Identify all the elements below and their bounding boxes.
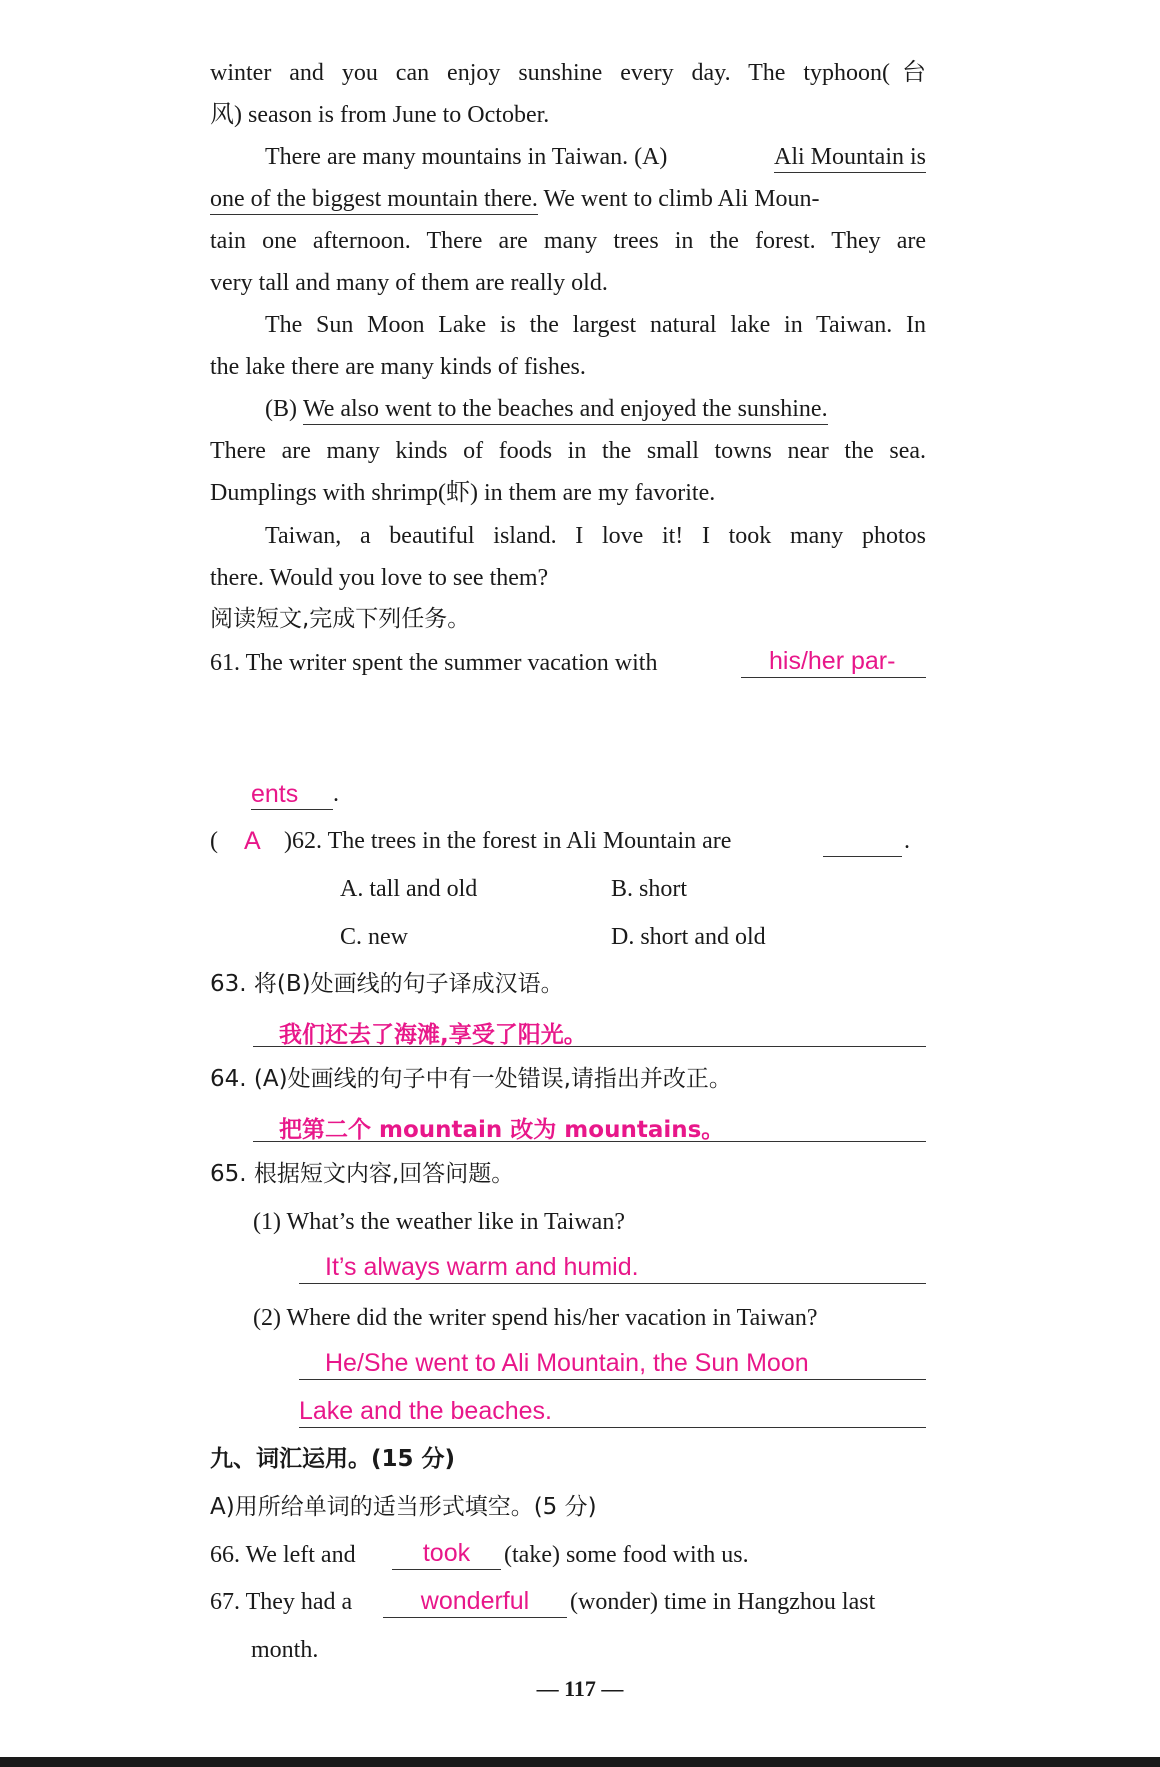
- passage-label-b: (B): [265, 396, 297, 422]
- page-number: — 117 —: [536, 1676, 624, 1701]
- q61-end: .: [333, 781, 339, 807]
- section-9-sub-a: A)用所给单词的适当形式填空。(5 分): [210, 1494, 597, 1520]
- passage-paragraph-5-line-1: Taiwan, a beautiful island. I love it! I took many photos: [265, 523, 926, 549]
- q62-text: 62. The trees in the forest in Ali Mountain are: [292, 828, 732, 854]
- q66-post: (take) some food with us.: [504, 1542, 749, 1568]
- task-instruction: 阅读短文,完成下列任务。: [210, 606, 471, 632]
- passage-text: There are many mountains in Taiwan. (A): [265, 144, 668, 170]
- bottom-bar: [0, 1757, 1160, 1767]
- q66-answer-blank[interactable]: [392, 1539, 501, 1570]
- q65-sub2-answer-blank[interactable]: [299, 1349, 926, 1380]
- q62-option-b[interactable]: B. short: [611, 876, 688, 902]
- q65-sub1-answer: It’s always warm and humid.: [325, 1253, 639, 1281]
- q67-cont: month.: [251, 1637, 319, 1663]
- q64-answer-blank[interactable]: [253, 1111, 926, 1142]
- passage-line-1: winter and you can enjoy sunshine every day. The typhoon(台: [210, 60, 926, 86]
- passage-paragraph-3-line-2: the lake there are many kinds of fishes.: [210, 354, 586, 380]
- q65-sub2-answer-blank-cont[interactable]: [299, 1397, 926, 1428]
- q67-answer: wonderful: [420, 1587, 530, 1615]
- q62-end: .: [904, 828, 910, 854]
- q65-sub1: (1) What’s the weather like in Taiwan?: [253, 1209, 625, 1235]
- q67-pre: 67. They had a: [210, 1589, 353, 1615]
- passage-paragraph-5-line-2: there. Would you love to see them?: [210, 565, 549, 591]
- underlined-sentence-a: Ali Mountain is: [774, 142, 926, 173]
- q62-paren-close: ): [284, 828, 292, 854]
- passage-paragraph-4-line-3: Dumplings with shrimp(虾) in them are my favorite.: [210, 480, 716, 506]
- q62-answer[interactable]: A: [244, 827, 261, 855]
- q66-answer: took: [422, 1539, 471, 1567]
- q65-sub1-answer-blank[interactable]: [299, 1253, 926, 1284]
- q62-option-a[interactable]: A. tall and old: [340, 876, 478, 902]
- q62-blank: [823, 826, 902, 857]
- q62-option-d[interactable]: D. short and old: [611, 924, 766, 950]
- passage-paragraph-3-line-1: The Sun Moon Lake is the largest natural lake in Taiwan. In: [265, 312, 926, 338]
- q61-answer-part-2: ents: [251, 780, 299, 808]
- passage-paragraph-2-line-1: [265, 142, 926, 172]
- q64-text: 64. (A)处画线的句子中有一处错误,请指出并改正。: [210, 1066, 732, 1092]
- q66-pre: 66. We left and: [210, 1542, 356, 1568]
- passage-paragraph-2-line-2: [210, 184, 820, 215]
- passage-paragraph-2-line-3: tain one afternoon. There are many trees in the forest. They are: [210, 228, 926, 254]
- q67-post: (wonder) time in Hangzhou last: [570, 1589, 876, 1615]
- q67-answer-blank[interactable]: [383, 1587, 567, 1618]
- q63-answer: 我们还去了海滩,享受了阳光。: [279, 1022, 587, 1048]
- q61-text: 61. The writer spent the summer vacation with: [210, 650, 658, 676]
- q62-line: [210, 826, 218, 856]
- q63-text: 63. 将(B)处画线的句子译成汉语。: [210, 971, 564, 997]
- q61-answer-blank[interactable]: [741, 647, 926, 678]
- underlined-sentence-b: We also went to the beaches and enjoyed the sunshine.: [303, 394, 828, 425]
- q61-answer-part-1: his/her par-: [769, 647, 896, 675]
- passage-line-2: 风) season is from June to October.: [210, 102, 550, 128]
- q63-answer-blank[interactable]: [253, 1016, 926, 1047]
- passage-paragraph-4-line-2: There are many kinds of foods in the small towns near the sea.: [210, 438, 926, 464]
- q65-text: 65. 根据短文内容,回答问题。: [210, 1161, 515, 1187]
- section-9-title: 九、词汇运用。(15 分): [210, 1446, 456, 1472]
- passage-paragraph-2-line-4: very tall and many of them are really old.: [210, 270, 608, 296]
- q65-sub2-answer-part-2: Lake and the beaches.: [299, 1397, 552, 1425]
- q62-option-c[interactable]: C. new: [340, 924, 408, 950]
- q65-sub2: (2) Where did the writer spend his/her vacation in Taiwan?: [253, 1305, 818, 1331]
- underlined-sentence-a-cont: one of the biggest mountain there.: [210, 184, 538, 215]
- passage-text: We went to climb Ali Moun-: [537, 186, 820, 212]
- passage-paragraph-4-line-1: [265, 394, 828, 425]
- q64-answer: 把第二个 mountain 改为 mountains。: [279, 1117, 725, 1143]
- q65-sub2-answer-part-1: He/She went to Ali Mountain, the Sun Moon: [325, 1349, 809, 1377]
- q62-paren-open: (: [210, 828, 218, 854]
